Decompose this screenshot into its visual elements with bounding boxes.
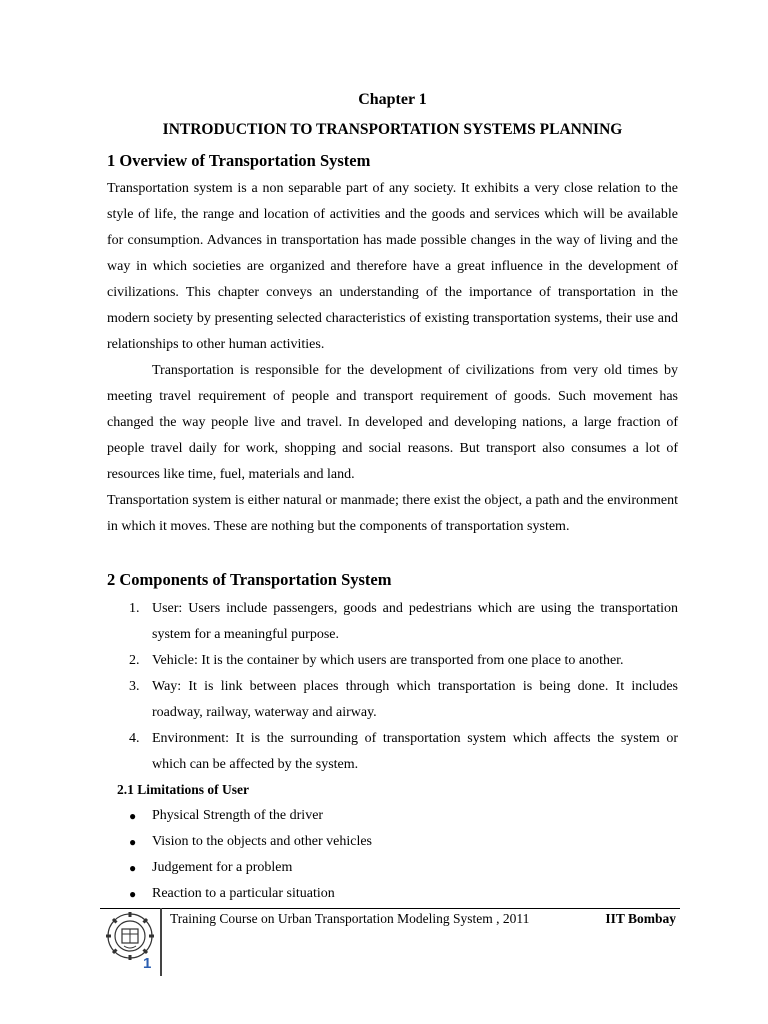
list-number: 2. xyxy=(129,653,140,668)
bullet-icon: ● xyxy=(129,835,137,849)
section-1-paragraph-1: Transportation system is a non separable part of any society. It exhibits a very close relation to the style of life, the range and location of activities and the goods and services which will be available for consumption. Advances in transportation has made possible changes in the way of living and the way in which societies are organized and therefore have a great influence in the development of civilizations. This chapter conveys an understanding of the importance of transportation in the modern society by presenting selected characteristics of existing transportation systems, their use and relationships to other human activities. xyxy=(107,181,678,352)
section-1-paragraph-3: Transportation system is either natural or manmade; there exist the object, a path and the environment in which it moves. These are nothing but the components of transportation system. xyxy=(107,493,678,534)
footer-course-title: Training Course on Urban Transportation Modeling System , 2011 xyxy=(170,911,530,926)
list-item xyxy=(107,596,678,648)
list-number: 4. xyxy=(129,731,140,746)
bullet-item xyxy=(107,829,678,855)
bullet-text: Reaction to a particular situation xyxy=(152,886,335,901)
list-item xyxy=(107,648,678,674)
page-number: 1 xyxy=(143,955,152,972)
footer-institute: IIT Bombay xyxy=(605,911,676,926)
bullet-item xyxy=(107,855,678,881)
footer-rule xyxy=(100,908,680,909)
section-1-heading: 1 Overview of Transportation System xyxy=(107,151,371,170)
list-item-text: Way: It is link between places through which transportation is being done. It includes roadway, railway, waterway and airway. xyxy=(152,679,678,720)
list-number: 3. xyxy=(129,679,140,694)
bullet-item xyxy=(107,803,678,829)
limitations-list xyxy=(107,803,678,907)
section-1-paragraph-2: Transportation is responsible for the development of civilizations from very old times by meeting travel requirement of people and transport requirement of goods. Such movement has changed the way people live and travel. In developed and developing nations, a large fraction of people travel daily for work, shopping and social reasons. But transport also consumes a lot of resources like time, fuel, materials and land. xyxy=(107,363,678,482)
footer-divider xyxy=(160,908,162,976)
bullet-icon: ● xyxy=(129,887,137,901)
bullet-text: Judgement for a problem xyxy=(152,860,293,875)
chapter-label: Chapter 1 xyxy=(358,91,427,108)
bullet-item xyxy=(107,881,678,907)
section-2-1-heading: 2.1 Limitations of User xyxy=(117,782,249,797)
chapter-title: INTRODUCTION TO TRANSPORTATION SYSTEMS PLANNING xyxy=(162,121,623,138)
list-item-text: Environment: It is the surrounding of transportation system which affects the system or which can be affected by the system. xyxy=(152,731,678,772)
list-item xyxy=(107,726,678,778)
components-list xyxy=(107,596,678,778)
list-item xyxy=(107,674,678,726)
bullet-text: Physical Strength of the driver xyxy=(152,808,324,823)
list-number: 1. xyxy=(129,601,140,616)
list-item-text: User: Users include passengers, goods and pedestrians which are using the transportation system for a meaningful purpose. xyxy=(152,601,678,642)
bullet-icon: ● xyxy=(129,861,137,875)
bullet-icon: ● xyxy=(129,809,137,823)
section-2-heading: 2 Components of Transportation System xyxy=(107,570,392,589)
list-item-text: Vehicle: It is the container by which users are transported from one place to another. xyxy=(152,653,624,668)
bullet-text: Vision to the objects and other vehicles xyxy=(152,834,372,849)
